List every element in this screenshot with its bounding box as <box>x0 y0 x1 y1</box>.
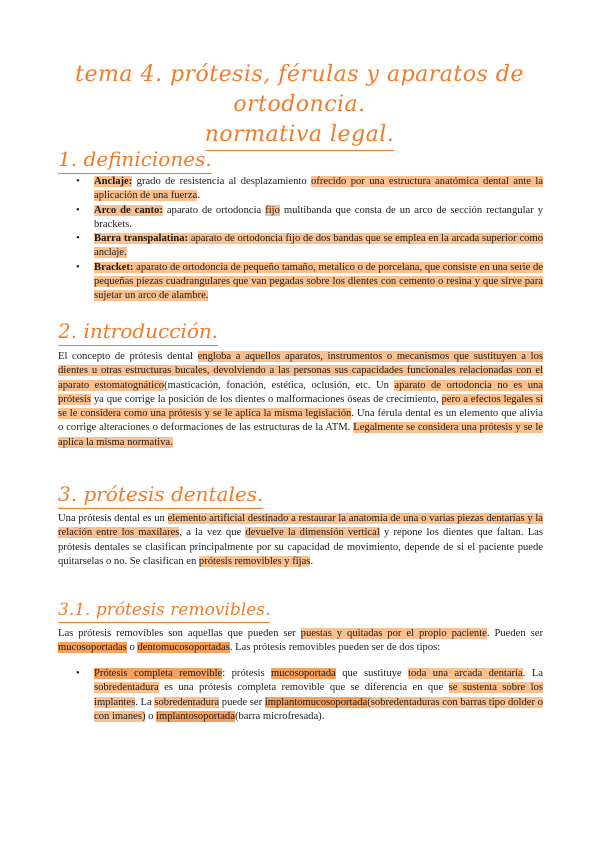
title-line-1: tema 4. prótesis, férulas y aparatos de ortodoncia. <box>75 62 524 117</box>
list-item: • Barra transpalatina: aparato de ortodoncia fijo de dos bandas que se emplea en la arcada superior como anclaje. <box>58 232 543 261</box>
removibles-list <box>58 667 543 724</box>
section-heading-introduccion: 2. introducción. <box>58 318 218 346</box>
term-arco-de-canto: Arco de canto: <box>94 204 163 216</box>
section-heading-protesis-removibles: 3.1. prótesis removibles. <box>58 599 270 623</box>
term-anclaje: Anclaje: <box>94 176 133 187</box>
section-heading-protesis-dentales: 3. prótesis dentales. <box>58 481 263 509</box>
document-title <box>40 60 559 151</box>
term-bracket: Bracket: <box>94 261 134 273</box>
list-item: • Arco de canto: aparato de ortodoncia fijo multibanda que consta de un arco de sección rectangular y brackets. <box>58 204 543 233</box>
definitions-list <box>58 175 543 304</box>
term-barra-transpalatina: Barra transpalatina: <box>94 233 188 245</box>
list-item: • Prótesis completa removible: prótesis mucosoportada que sustituye toda una arcada dentaria. La sobredentadura es una prótesis completa removible que se diferencia en que se sustenta sobre los implantes. La sobredentadura puede ser implantomucosoportada(sobredentaduras con barras tipo dolder o con imanes) o implantosoportada(barra microfresada). <box>58 667 543 724</box>
title-line-2: normativa legal. <box>205 120 395 151</box>
list-item: • Anclaje: grado de resistencia al desplazamiento ofrecido por una estructura anatómica dental ante la aplicación de una fuerza. <box>58 175 543 204</box>
introduction-paragraph: El concepto de prótesis dental engloba a aquellos aparatos, instrumentos o mecanismos que sustituyen a los dientes u otras estructuras bucales, devolviendo a las personas sus capacidades funcionales relacionadas con el aparato estomatognático(masticación, fonación, estética, oclusión, etc. Un aparato de ortodoncia no es una prótesis ya que corrige la posición de los dientes o malformaciones óseas de crecimiento, pero a efectos legales si se le considera como una prótesis y se le aplica la misma legislación. Una férula dental es un elemento que alivia o corrige alteraciones o deformaciones de las estructuras de la ATM. Legalmente se considera una prótesis y se le aplica la misma normativa. <box>58 351 543 448</box>
section-heading-definiciones: 1. definiciones. <box>58 146 212 174</box>
protesis-removibles-paragraph: Las prótesis removibles son aquellas que pueden ser puestas y quitadas por el propio paciente. Pueden ser mucosoportadas o dentomucosoportadas. Las prótesis removibles pueden ser de dos tipos: <box>58 628 543 654</box>
protesis-dentales-paragraph: Una prótesis dental es un elemento artificial destinado a restaurar la anatomía de una o varias piezas dentarias y la relación entre los maxilares, a la vez que devuelve la dimensión vertical y repone los dientes que faltan. Las prótesis dentales se clasifican principalmente por su capacidad de movimiento, depende de si el paciente puede quitarselas o no. Se clasifican en prótesis removibles y fijas. <box>58 513 543 567</box>
list-item: • Bracket: aparato de ortodoncia de pequeño tamaño, metalico o de porcelana, que consiste en una serie de pequeñas piezas cuadrangulares que van pegadas sobre los dientes con cemento o resina y que sirve para sujetar un arco de alambre. <box>58 261 543 304</box>
